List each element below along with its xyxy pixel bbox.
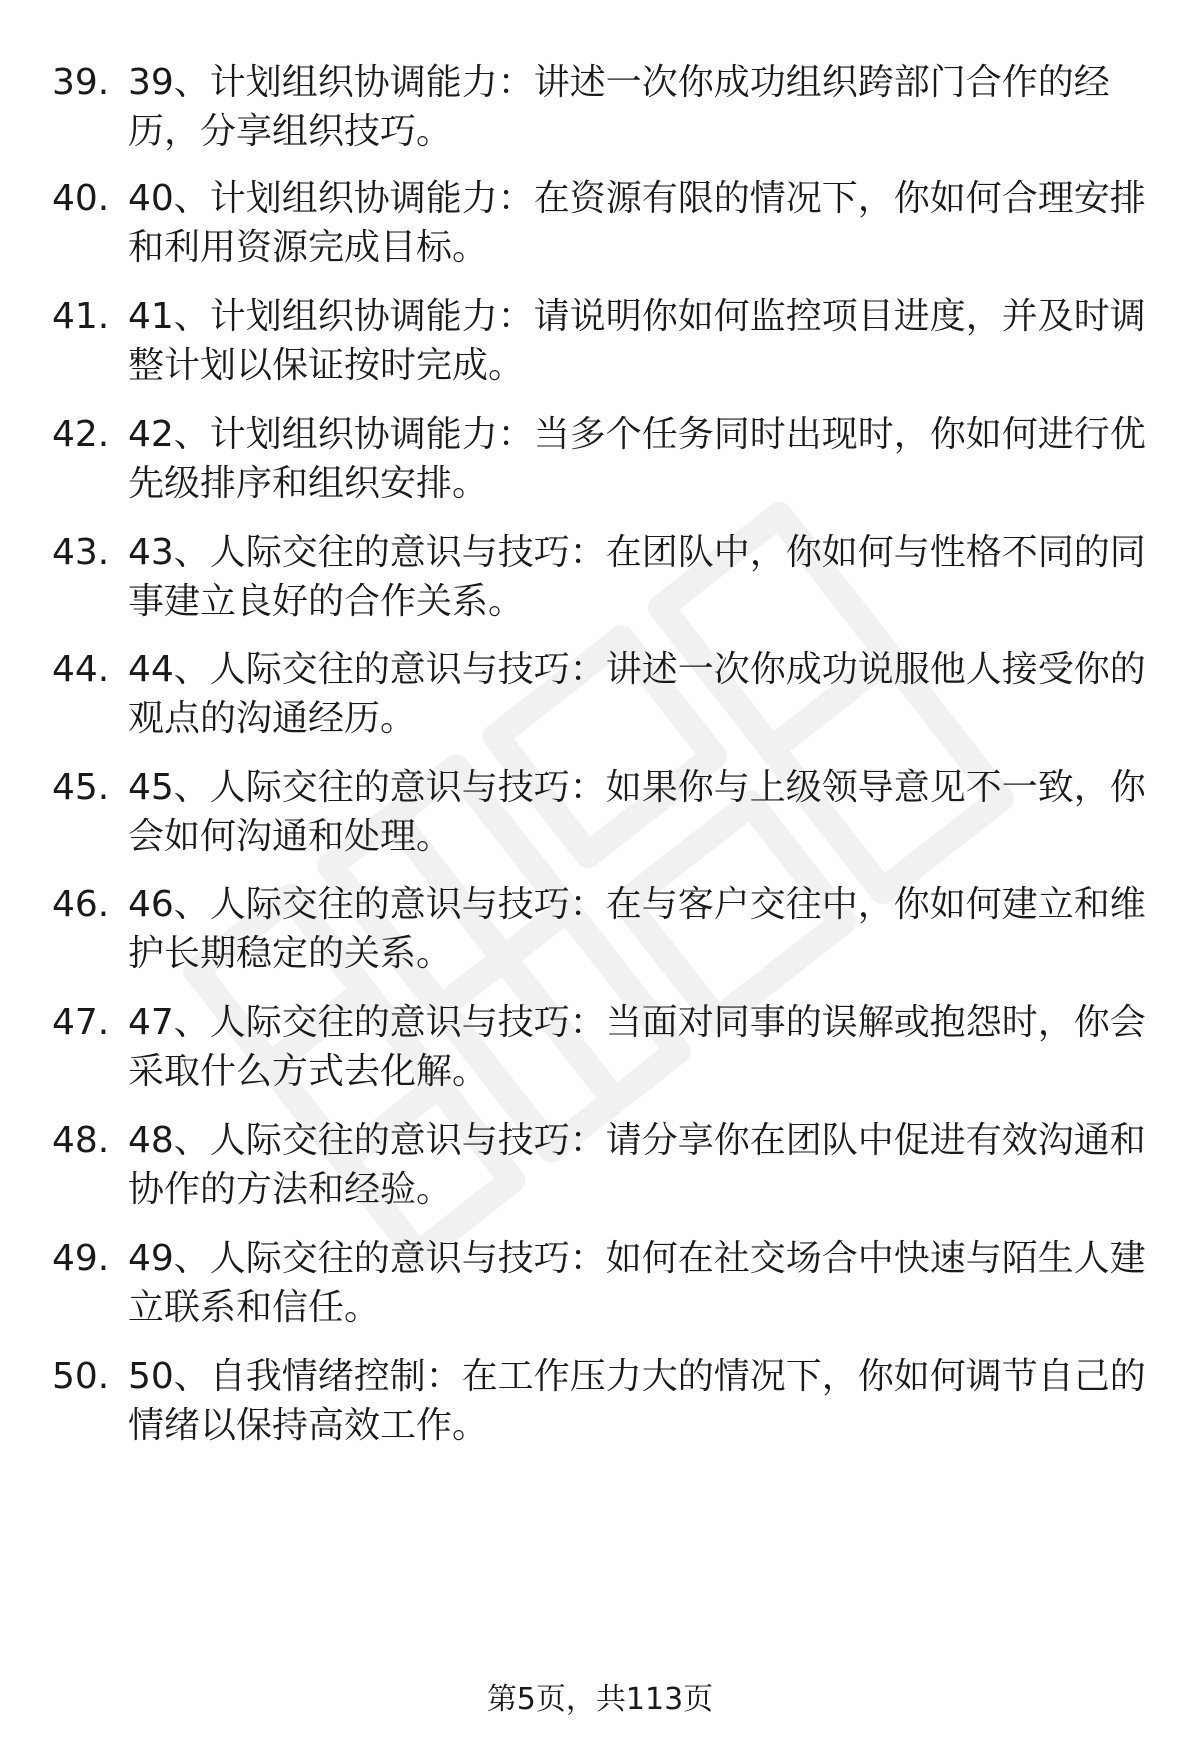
page-footer: 第5页，共113页 — [486, 1682, 714, 1717]
item-number: 44. — [52, 649, 110, 690]
item-number: 42. — [52, 414, 110, 455]
item-text: 40、计划组织协调能力：在资源有限的情况下，你如何合理安排和利用资源完成目标。 — [128, 178, 1146, 268]
item-number: 41. — [52, 296, 110, 337]
item-number: 39. — [52, 62, 110, 103]
item-number: 43. — [52, 532, 110, 573]
item-text: 49、人际交往的意识与技巧：如何在社交场合中快速与陌生人建立联系和信任。 — [128, 1238, 1146, 1328]
item-text: 39、计划组织协调能力：讲述一次你成功组织跨部门合作的经历，分享组织技巧。 — [128, 62, 1110, 152]
item-text: 48、人际交往的意识与技巧：请分享你在团队中促进有效沟通和协作的方法和经验。 — [128, 1120, 1146, 1210]
item-number: 40. — [52, 178, 110, 219]
item-number: 47. — [52, 1002, 110, 1043]
item-text: 50、自我情绪控制：在工作压力大的情况下，你如何调节自己的情绪以保持高效工作。 — [128, 1356, 1146, 1446]
item-number: 45. — [52, 767, 110, 808]
item-text: 45、人际交往的意识与技巧：如果你与上级领导意见不一致，你会如何沟通和处理。 — [128, 767, 1146, 857]
item-number: 46. — [52, 884, 110, 925]
item-text: 47、人际交往的意识与技巧：当面对同事的误解或抱怨时，你会采取什么方式去化解。 — [128, 1002, 1146, 1092]
item-number: 48. — [52, 1120, 110, 1161]
item-number: 50. — [52, 1356, 110, 1397]
item-text: 42、计划组织协调能力：当多个任务同时出现时，你如何进行优先级排序和组织安排。 — [128, 414, 1146, 504]
item-text: 43、人际交往的意识与技巧：在团队中，你如何与性格不同的同事建立良好的合作关系。 — [128, 532, 1146, 622]
item-text: 44、人际交往的意识与技巧：讲述一次你成功说服他人接受你的观点的沟通经历。 — [128, 649, 1146, 739]
item-text: 41、计划组织协调能力：请说明你如何监控项目进度，并及时调整计划以保证按时完成。 — [128, 296, 1146, 386]
item-text: 46、人际交往的意识与技巧：在与客户交往中，你如何建立和维护长期稳定的关系。 — [128, 884, 1146, 974]
item-number: 49. — [52, 1238, 110, 1279]
